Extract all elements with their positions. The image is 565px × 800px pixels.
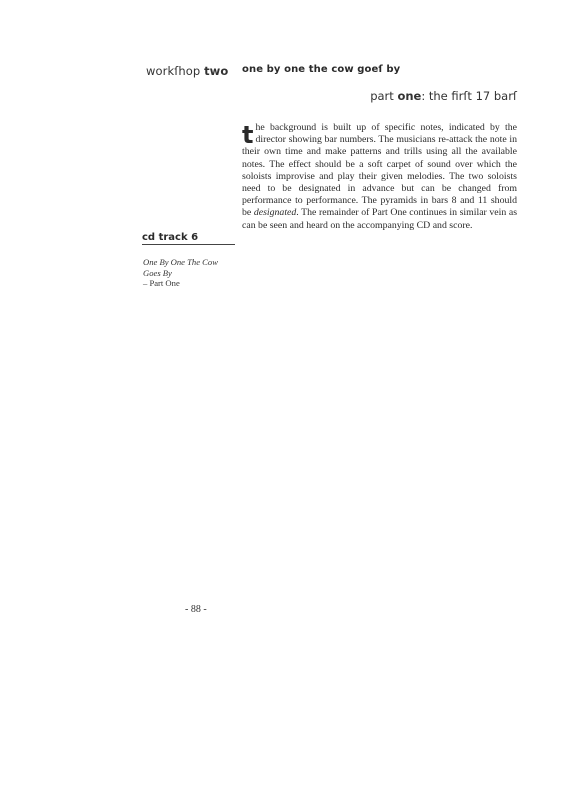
cd-title-line-1: One By One The Cow <box>143 257 218 267</box>
part-number: one <box>397 89 422 103</box>
part-colon: : <box>421 89 426 103</box>
cd-track-divider <box>142 244 235 245</box>
cd-title-line-2: Goes By <box>143 267 172 278</box>
body-text-start: he background is built up of specific notes, indicated by the director showing bar numbers. The musicians re-attack the note in their own time and make patterns and trills using all the available notes. The effect should be a soft carpet of sound over which the soloists improvise and play their given melodies. The two soloists need to be designated in advance but can be changed from performance to performance. The pyramids in bars 8 and 11 should be <box>242 122 517 219</box>
cd-track-label: cd track 6 <box>142 232 199 243</box>
part-rest: the firſt 17 barſ <box>428 89 517 103</box>
cd-title-line-3: – Part One <box>143 278 180 289</box>
body-emphasis: designated <box>253 207 297 219</box>
part-prefix: part <box>370 89 394 103</box>
body-text-end: . The remainder of Part One continues in similar vein as can be seen and heard on the accompanying CD and score. <box>242 207 518 231</box>
cd-track-title <box>143 257 235 289</box>
piece-title: one by one the cow goeſ by <box>242 64 401 75</box>
part-subtitle <box>370 89 517 103</box>
workshop-header <box>146 64 228 78</box>
drop-cap: t <box>242 121 254 149</box>
body-paragraph <box>242 122 517 232</box>
workshop-number: two <box>204 64 229 78</box>
page-number: - 88 - <box>185 604 207 615</box>
workshop-prefix: workſhop <box>146 64 201 78</box>
